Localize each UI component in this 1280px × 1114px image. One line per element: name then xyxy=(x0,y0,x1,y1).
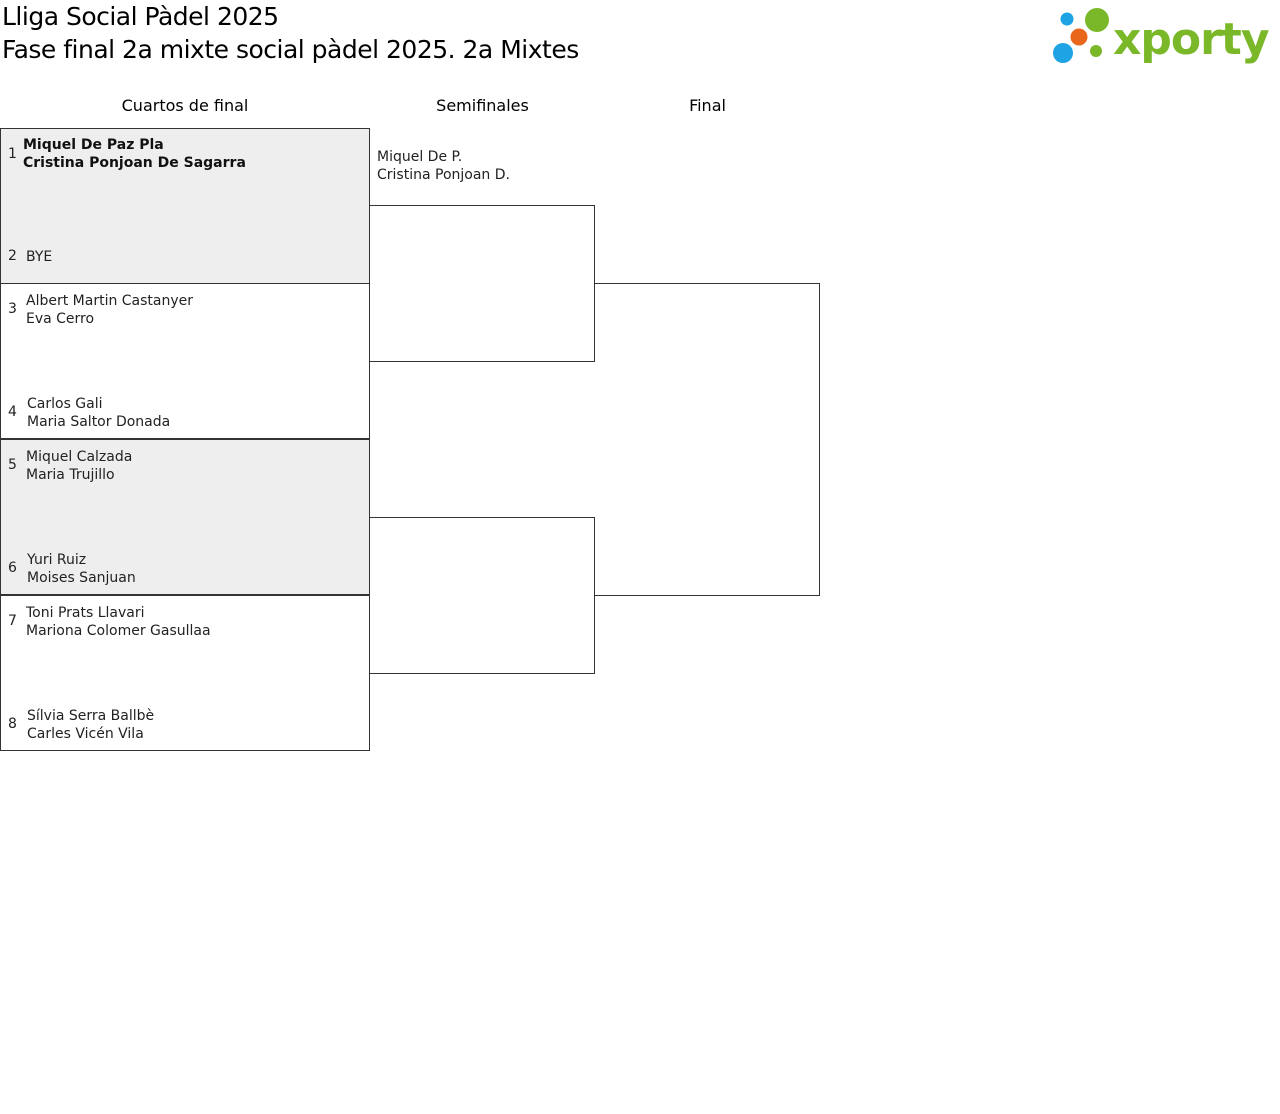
semifinal-team-entry[interactable] xyxy=(377,148,510,184)
round-header-final: Final xyxy=(689,96,726,115)
seed-number: 8 xyxy=(8,716,17,732)
quarterfinal-match-1 xyxy=(0,128,370,284)
quarterfinal-match-3 xyxy=(0,439,370,595)
team-entry-bye xyxy=(26,248,52,266)
player-name: Miquel De Paz Pla xyxy=(23,137,164,153)
player-name: Cristina Ponjoan D. xyxy=(377,167,510,183)
player-name: Moises Sanjuan xyxy=(27,570,136,586)
player-name: Albert Martin Castanyer xyxy=(26,293,194,309)
player-name: Sílvia Serra Ballbè xyxy=(27,708,155,724)
semifinal-bracket-top xyxy=(369,205,595,362)
player-name: BYE xyxy=(26,249,53,265)
logo-text: xporty xyxy=(1113,14,1269,65)
logo-dot-green-small xyxy=(1090,45,1102,57)
round-header-semifinals: Semifinales xyxy=(436,96,529,115)
team-entry[interactable] xyxy=(26,292,193,328)
quarterfinal-match-2 xyxy=(0,283,370,439)
team-entry[interactable] xyxy=(27,551,136,587)
round-header-quarterfinals: Cuartos de final xyxy=(121,96,249,115)
player-name: Cristina Ponjoan De Sagarra xyxy=(23,155,246,171)
semifinal-bracket-bottom xyxy=(369,517,595,674)
player-name: Miquel Calzada xyxy=(26,449,133,465)
player-name: Carles Vicén Vila xyxy=(27,726,144,742)
logo-dot-blue xyxy=(1053,43,1073,63)
seed-number: 7 xyxy=(8,613,17,629)
team-entry[interactable] xyxy=(27,707,154,743)
logo-dot-blue-small xyxy=(1061,13,1074,26)
team-entry-winner[interactable] xyxy=(23,136,246,172)
page-subtitle: Fase final 2a mixte social pàdel 2025. 2a Mixtes xyxy=(2,35,579,64)
seed-number: 1 xyxy=(8,146,17,162)
team-entry[interactable] xyxy=(26,448,132,484)
seed-number: 4 xyxy=(8,404,17,420)
page-title: Lliga Social Pàdel 2025 xyxy=(2,2,279,31)
seed-number: 2 xyxy=(8,248,17,264)
player-name: Miquel De P. xyxy=(377,149,463,165)
team-entry[interactable] xyxy=(27,395,170,431)
final-bracket xyxy=(594,283,820,596)
xporty-logo[interactable] xyxy=(1050,4,1278,68)
seed-number: 6 xyxy=(8,560,17,576)
logo-dot-orange xyxy=(1071,29,1088,46)
player-name: Eva Cerro xyxy=(26,311,95,327)
team-entry[interactable] xyxy=(26,604,211,640)
seed-number: 5 xyxy=(8,457,17,473)
seed-number: 3 xyxy=(8,301,17,317)
player-name: Maria Saltor Donada xyxy=(27,414,171,430)
player-name: Mariona Colomer Gasullaa xyxy=(26,623,211,639)
player-name: Yuri Ruiz xyxy=(27,552,87,568)
logo-dot-green xyxy=(1085,8,1109,32)
player-name: Carlos Gali xyxy=(27,396,103,412)
quarterfinal-match-4 xyxy=(0,595,370,751)
player-name: Maria Trujillo xyxy=(26,467,115,483)
player-name: Toni Prats Llavari xyxy=(26,605,145,621)
